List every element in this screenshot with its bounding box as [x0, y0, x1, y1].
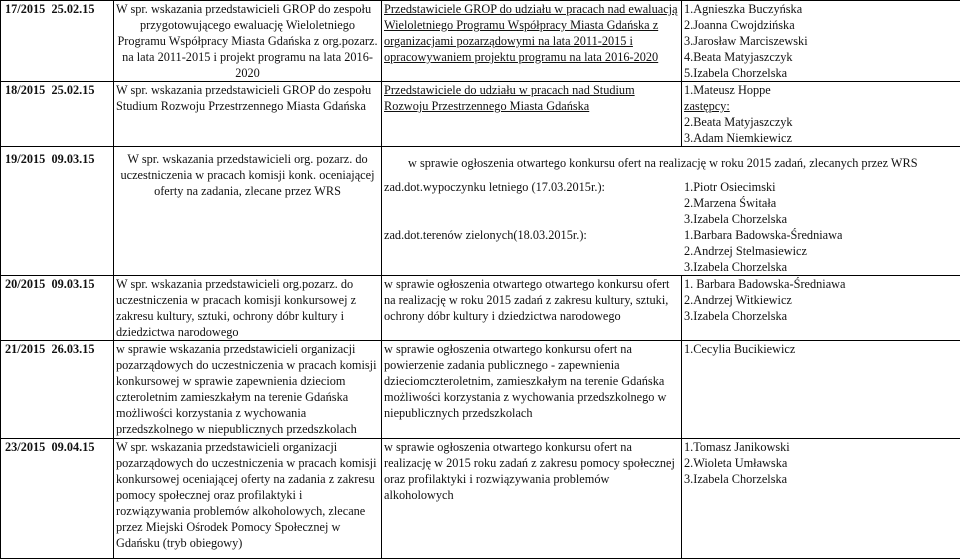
decision-description: w sprawie ogłoszenia otwartego konkursu ofert na realizację w 2015 roku zadań z zakresu pomocy społecznej oraz profilaktyki i rozwiązywania problemów alkoholowych	[382, 439, 682, 559]
decision-subject: W spr. wskazania przedstawicieli GROP do zespołu Studium Rozwoju Przestrzennego Miasta Gdańska	[114, 82, 382, 147]
decision-subject: W spr. wskazania przedstawicieli org.pozarz. do uczestniczenia w pracach komisji konkursowej z zakresu kultury, sztuki, ochrony dóbr kultury i dziedzictwa narodowego	[114, 276, 382, 341]
table-row	[1, 439, 960, 559]
decision-number-date: 18/2015 25.02.15	[1, 82, 114, 147]
decision-number-date: 21/2015 26.03.15	[1, 341, 114, 439]
representatives-list: 1.Mateusz Hoppe zastępcy: 2.Beata Matyjaszczyk 3.Adam Niemkiewicz	[682, 82, 960, 147]
sub-commission: zad.dot.terenów zielonych(18.03.2015r.): 1.Barbara Badowska-Średniawa 2.Andrzej Stelmasiewicz 3.Izabela Chorzelska	[384, 227, 958, 275]
decision-description: w sprawie ogłoszenia otwartego konkursu ofert na powierzenie zadania publicznego - zapewnienia dzieciomczteroletnim, zamieszkałym na terenie Gdańska możliwości korzystania z wychowania przedszkolnego w niepublicznych przedszkolach	[382, 341, 682, 439]
table-row	[1, 147, 960, 276]
decision-subject: W spr. wskazania przedstawicieli organizacji pozarządowych do uczestniczenia w pracach komisji konkursowej oceniającej oferty na zadania z zakresu pomocy społecznej oraz profilaktyki i rozwiązywania problemów alkoholowych, zlecane przez Miejski Ośrodek Pomocy Społecznej w Gdańsku (tryb obiegowy)	[114, 439, 382, 559]
representatives-list: 1. Barbara Badowska-Średniawa 2.Andrzej Witkiewicz 3.Izabela Chorzelska	[682, 276, 960, 341]
decision-number-date: 20/2015 09.03.15	[1, 276, 114, 341]
table-row	[1, 1, 960, 82]
representatives-list: 1.Agnieszka Buczyńska 2.Joanna Cwojdzińska 3.Jarosław Marciszewski 4.Beata Matyjaszczyk 5.Izabela Chorzelska	[682, 1, 960, 82]
representatives-list: 1.Cecylia Bucikiewicz	[682, 341, 960, 439]
table-row	[1, 341, 960, 439]
decision-subject: W spr. wskazania przedstawicieli org. pozarz. do uczestniczenia w pracach komisji konk. oceniającej oferty na zadania, zlecane przez WRS	[114, 147, 382, 276]
decision-number-date: 17/2015 25.02.15	[1, 1, 114, 82]
table-row	[1, 276, 960, 341]
decision-description: Przedstawiciele GROP do udziału w pracach nad ewaluacją Wieloletniego Programu Współpracy Miasta Gdańska z organizacjami pozarządowymi na lata 2011-2015 i opracowywaniem projektu programu na lata 2016-2020	[382, 1, 682, 82]
decision-number-date: 19/2015 09.03.15	[1, 147, 114, 276]
representatives-list: 1.Tomasz Janikowski 2.Wioleta Umławska 3.Izabela Chorzelska	[682, 439, 960, 559]
table-row	[1, 82, 960, 147]
decision-number-date: 23/2015 09.04.15	[1, 439, 114, 559]
sub-commission: zad.dot.wypoczynku letniego (17.03.2015r.): 1.Piotr Osiecimski 2.Marzena Świtała 3.Izabela Chorzelska	[384, 179, 958, 227]
decision-subject: W spr. wskazania przedstawicieli GROP do zespołu przygotowującego ewaluację Wieloletniego Programu Współpracy Miasta Gdańska z org.pozarz. na lata 2011-2015 i projekt programu na lata 2016- 2020	[114, 1, 382, 82]
decision-description: w sprawie ogłoszenia otwartego otwartego konkursu ofert na realizację w roku 2015 zadań z zakresu kultury, sztuki, ochrony dóbr kultury i dziedzictwa narodowego	[382, 276, 682, 341]
decision-subject: w sprawie wskazania przedstawicieli organizacji pozarządowych do uczestniczenia w pracach komisji konkursowej w sprawie zapewnienia dzieciom czteroletnim zamieszkałym na terenie Gdańska możliwości korzystania z wychowania przedszkolnego w niepublicznych przedszkolach	[114, 341, 382, 439]
decision-description: w sprawie ogłoszenia otwartego konkursu ofert na realizację w roku 2015 zadań, zlecanych przez WRS zad.dot.wypoczynku letniego (17.03.2015r.): 1.Piotr Osiecimski 2.Marzena Świtała 3.Izabela Chorzelska zad.dot.terenów zielonych(18.03.2015r.): 1.Barbara Badowska-Średniawa 2.Andrzej Stelmasiewicz 3.Izabela Chorzelska	[382, 147, 960, 276]
decision-description: Przedstawiciele do udziału w pracach nad Studium Rozwoju Przestrzennego Miasta Gdańska	[382, 82, 682, 147]
